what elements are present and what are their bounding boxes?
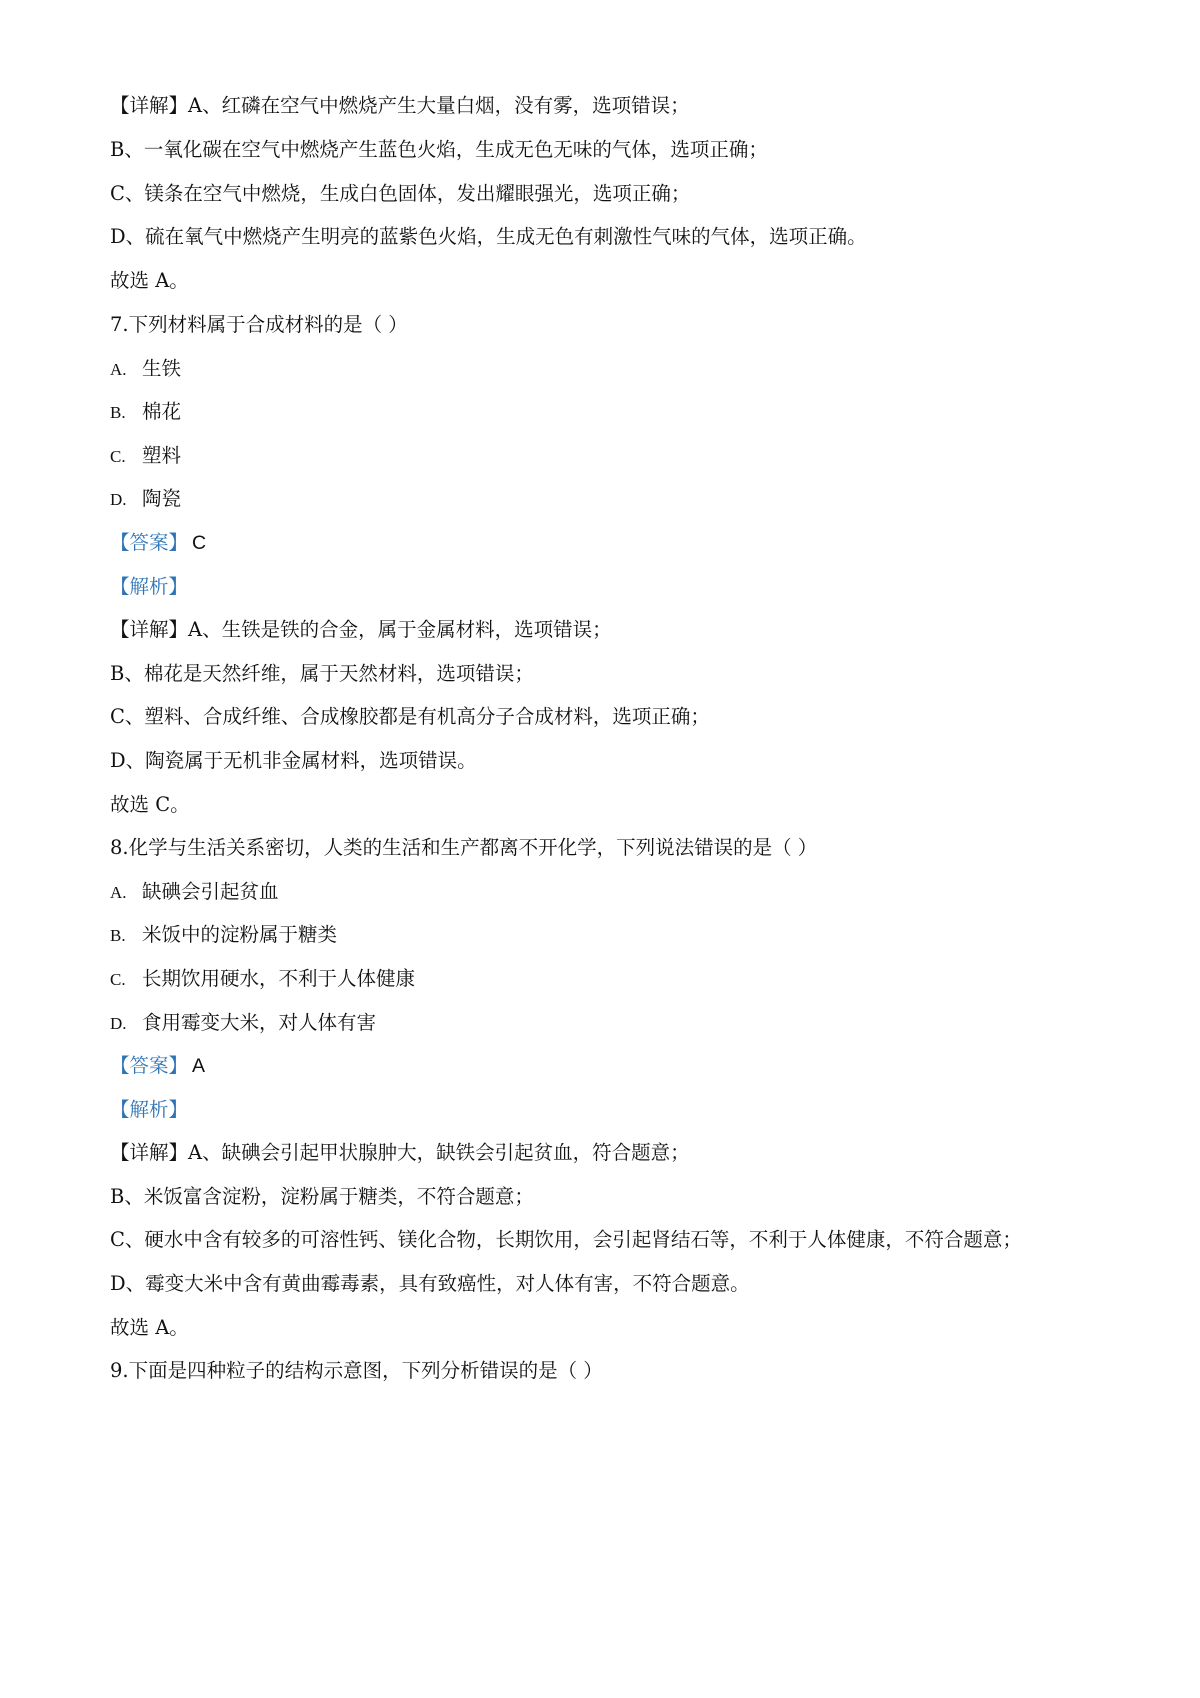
- q6-detail-b: B、一氧化碳在空气中燃烧产生蓝色火焰，生成无色无味的气体，选项正确；: [110, 138, 768, 161]
- answer-label: 【答案】: [110, 1054, 189, 1077]
- option-text: 陶瓷: [142, 487, 182, 510]
- q8-conclusion: 故选 A。: [110, 1316, 189, 1339]
- q8-detail-c: C、硬水中含有较多的可溶性钙、镁化合物，长期饮用，会引起肾结石等，不利于人体健康，不符合题意；: [110, 1228, 1022, 1251]
- q8-option-a: [110, 877, 279, 908]
- option-letter: B.: [110, 403, 126, 422]
- q7-option-d: [110, 484, 181, 515]
- q8-detail-a-text: A、缺碘会引起甲状腺肿大，缺铁会引起贫血，符合题意；: [188, 1141, 690, 1164]
- answer-label: 【答案】: [110, 531, 189, 554]
- detail-label: 【详解】: [110, 1141, 189, 1164]
- option-text: 长期饮用硬水，不利于人体健康: [142, 967, 416, 990]
- q7-analysis-label: 【解析】: [110, 575, 189, 598]
- q8-detail-b: B、米饭富含淀粉，淀粉属于糖类，不符合题意；: [110, 1185, 534, 1208]
- option-text: 生铁: [142, 357, 182, 380]
- q6-detail-a: [110, 91, 690, 121]
- q8-option-d: [110, 1008, 376, 1039]
- answer-value: A: [192, 1055, 206, 1077]
- q7-option-b: [110, 397, 181, 428]
- q7-stem: 7.下列材料属于合成材料的是（ ）: [110, 313, 408, 336]
- q7-detail-a: [110, 615, 612, 645]
- option-text: 棉花: [142, 400, 182, 423]
- q7-detail-c: C、塑料、合成纤维、合成橡胶都是有机高分子合成材料，选项正确；: [110, 705, 710, 728]
- option-letter: D.: [110, 1014, 127, 1033]
- q8-stem: 8.化学与生活关系密切，人类的生活和生产都离不开化学，下列说法错误的是（ ）: [110, 836, 818, 859]
- q8-detail-d: D、霉变大米中含有黄曲霉毒素，具有致癌性，对人体有害，不符合题意。: [110, 1272, 750, 1295]
- option-letter: A.: [110, 883, 127, 902]
- q7-answer: [110, 528, 206, 558]
- q7-detail-b: B、棉花是天然纤维，属于天然材料，选项错误；: [110, 662, 534, 685]
- q8-option-c: [110, 964, 415, 995]
- q7-detail-d: D、陶瓷属于无机非金属材料，选项错误。: [110, 749, 477, 772]
- option-letter: D.: [110, 490, 127, 509]
- q9-stem: 9.下面是四种粒子的结构示意图，下列分析错误的是（ ）: [110, 1359, 603, 1382]
- q6-detail-c: C、镁条在空气中燃烧，生成白色固体，发出耀眼强光，选项正确；: [110, 182, 691, 205]
- q7-option-c: [110, 441, 181, 472]
- q8-analysis-label: 【解析】: [110, 1098, 189, 1121]
- option-text: 食用霉变大米，对人体有害: [142, 1011, 377, 1034]
- q6-detail-d: D、硫在氧气中燃烧产生明亮的蓝紫色火焰，生成无色有刺激性气味的气体，选项正确。: [110, 225, 867, 248]
- q8-detail-a: [110, 1138, 690, 1168]
- option-letter: A.: [110, 360, 127, 379]
- option-letter: B.: [110, 926, 126, 945]
- q8-option-b: [110, 920, 337, 951]
- detail-label: 【详解】: [110, 618, 189, 641]
- q8-answer: [110, 1051, 205, 1081]
- q6-detail-a-text: A、红磷在空气中燃烧产生大量白烟，没有雾，选项错误；: [188, 94, 690, 117]
- q6-conclusion: 故选 A。: [110, 269, 189, 292]
- option-text: 缺碘会引起贫血: [142, 880, 279, 903]
- option-letter: C.: [110, 970, 126, 989]
- q7-detail-a-text: A、生铁是铁的合金，属于金属材料，选项错误；: [188, 618, 612, 641]
- option-letter: C.: [110, 447, 126, 466]
- answer-value: C: [192, 532, 207, 554]
- q7-option-a: [110, 354, 181, 385]
- option-text: 塑料: [142, 444, 182, 467]
- option-text: 米饭中的淀粉属于糖类: [142, 923, 338, 946]
- q7-conclusion: 故选 C。: [110, 793, 190, 816]
- detail-label: 【详解】: [110, 94, 189, 117]
